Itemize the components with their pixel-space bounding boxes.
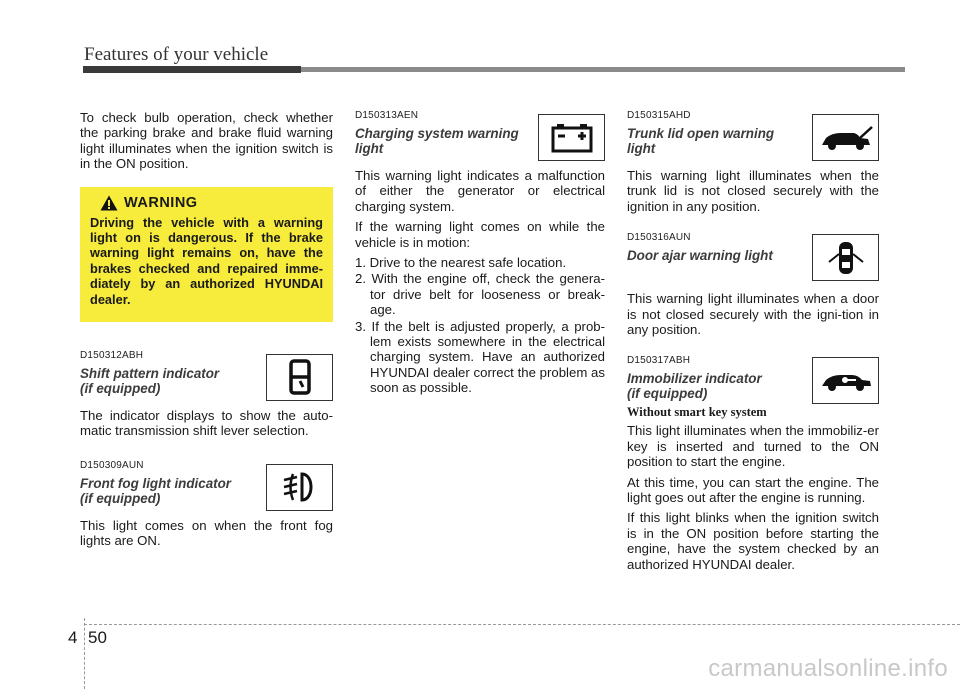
charging-steps [355, 255, 605, 396]
section-code: D150317ABH [627, 355, 691, 367]
warning-title: WARNING [124, 194, 198, 211]
section-title-sub: (if equipped) [627, 386, 708, 402]
immobilizer-paragraph-3: If this light blinks when the ignition switch is in the ON position before starting the engine, have the system checked by an authorized HYUNDAI dealer. [627, 510, 879, 572]
column-middle [355, 110, 605, 397]
warning-text: Driving the vehicle with a warning light on is dangerous. If the brake warning light remains on, have the brakes checked and repaired imme-diately by an authorized HYUNDAI dealer. [90, 214, 323, 307]
page-header-title: Features of your vehicle [84, 44, 269, 65]
section-title: Charging system warning [355, 126, 519, 141]
list-item: 3. If the belt is adjusted properly, a prob-lem exists somewhere in the electrical charging system. Have an authorized HYUNDAI dealer correct the problem as soon as possible. [355, 318, 605, 396]
trunk-open-icon [812, 114, 879, 161]
immobilizer-section [627, 355, 879, 572]
door-ajar-icon [812, 234, 879, 281]
shift-pattern-section [80, 350, 333, 460]
section-title-sub: (if equipped) [80, 490, 161, 506]
door-ajar-section [627, 232, 879, 337]
front-fog-section [80, 460, 333, 549]
footer-rule [84, 624, 960, 625]
immobilizer-subheading: Without smart key system [627, 405, 767, 420]
trunk-section [627, 110, 879, 214]
section-title-sub: light [627, 141, 656, 156]
section-text: This light comes on when the front fog lights are ON. [80, 517, 333, 549]
section-code: D150316AUN [627, 232, 691, 244]
charging-paragraph-2: If the warning light comes on while the vehicle is in motion: [355, 219, 605, 250]
warning-triangle-icon [100, 195, 118, 211]
section-code: D150313AEN [355, 110, 419, 121]
section-text: This warning light illuminates when a door is not closed securely with the igni-tion in any position. [627, 291, 879, 338]
page-number: 50 [88, 628, 107, 647]
section-title: Shift pattern indicator [80, 365, 220, 381]
section-title: Immobilizer indicator [627, 371, 762, 387]
intro-paragraph: To check bulb operation, check whether the parking brake and brake fluid warning light illuminates when the ignition switch is in the ON position. [80, 110, 333, 172]
section-code: D150315AHD [627, 110, 691, 121]
section-code: D150309AUN [80, 459, 144, 471]
battery-icon [538, 114, 605, 161]
chapter-number: 4 [68, 628, 78, 647]
section-code: D150312ABH [80, 349, 144, 361]
header-rule-accent [83, 66, 301, 73]
section-text: This warning light illuminates when the trunk lid is not closed securely with the ignition in any position. [627, 168, 879, 214]
charging-section [355, 110, 605, 396]
shift-pattern-icon [266, 354, 333, 401]
column-right [627, 110, 879, 577]
section-title-sub: (if equipped) [80, 380, 161, 396]
list-item: 1. Drive to the nearest safe location. [355, 255, 567, 271]
immobilizer-paragraph-1: This light illuminates when the immobiliz-er key is inserted and turned to the ON position to start the engine. [627, 423, 879, 470]
watermark: carmanualsonline.info [708, 655, 948, 682]
immobilizer-paragraph-2: At this time, you can start the engine. The light goes out after the engine is running. [627, 474, 879, 506]
section-title: Front fog light indicator [80, 475, 231, 491]
immobilizer-icon [812, 357, 879, 404]
front-fog-icon [266, 464, 333, 511]
warning-heading [90, 195, 323, 211]
warning-box [80, 187, 333, 322]
list-item: 2. With the engine off, check the genera-tor drive belt for looseness or break-age. [355, 271, 605, 318]
footer-divider [84, 618, 85, 689]
section-title: Door ajar warning light [627, 248, 773, 264]
section-text: The indicator displays to show the auto-matic transmission shift lever selection. [80, 407, 333, 439]
column-left [80, 110, 333, 553]
section-title: Trunk lid open warning [627, 126, 775, 141]
section-title-sub: light [355, 141, 384, 156]
charging-paragraph-1: This warning light indicates a malfunction of either the generator or electrical charging system. [355, 168, 605, 214]
